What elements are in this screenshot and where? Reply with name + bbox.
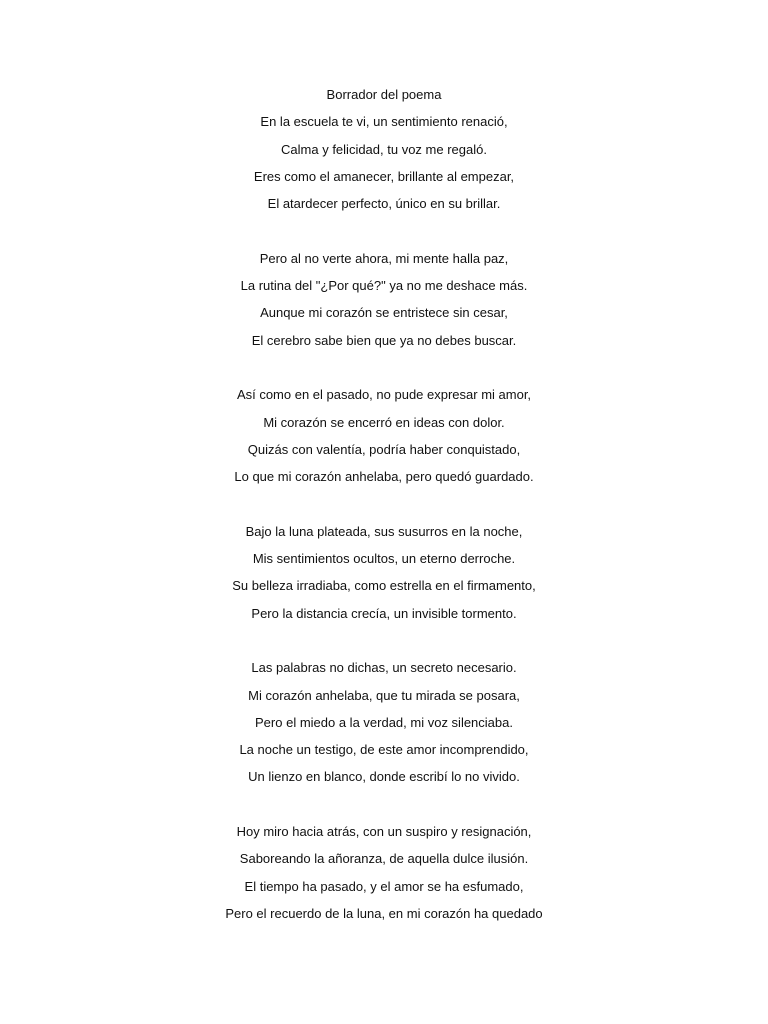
poem-line: Lo que mi corazón anhelaba, pero quedó guardado. <box>234 469 534 485</box>
poem-line: Las palabras no dichas, un secreto necesario. <box>251 660 517 676</box>
poem-line: Pero al no verte ahora, mi mente halla paz, <box>259 250 509 266</box>
poem-page <box>0 85 768 931</box>
stanza-5 <box>0 658 768 794</box>
poem-line: El tiempo ha pasado, y el amor se ha esfumado, <box>244 878 524 894</box>
poem-line: Calma y felicidad, tu voz me regaló. <box>281 141 487 157</box>
stanza-2 <box>0 249 768 358</box>
poem-line: Pero el miedo a la verdad, mi voz silenciaba. <box>255 714 513 730</box>
poem-line: El atardecer perfecto, único en su brillar. <box>267 196 501 212</box>
stanza-4 <box>0 522 768 631</box>
poem-line: Mi corazón anhelaba, que tu mirada se posara, <box>248 687 520 703</box>
poem-line: Aunque mi corazón se entristece sin cesar, <box>260 305 508 321</box>
stanza-3 <box>0 385 768 494</box>
poem-line: Quizás con valentía, podría haber conquistado, <box>247 441 521 457</box>
stanza-break <box>0 795 768 822</box>
poem-line: Mis sentimientos ocultos, un eterno derroche. <box>252 551 516 567</box>
poem-line: El cerebro sabe bien que ya no debes buscar. <box>251 332 517 348</box>
poem-line: La rutina del "¿Por qué?" ya no me deshace más. <box>240 278 528 294</box>
poem-title: Borrador del poema <box>326 87 442 102</box>
stanza-break <box>0 631 768 658</box>
poem-line: Saboreando la añoranza, de aquella dulce ilusión. <box>239 851 529 867</box>
stanza-break <box>0 358 768 385</box>
poem-line: Un lienzo en blanco, donde escribí lo no vivido. <box>248 769 520 785</box>
poem-line: Pero la distancia crecía, un invisible tormento. <box>251 605 517 621</box>
poem-line: Así como en el pasado, no pude expresar mi amor, <box>236 387 532 403</box>
poem-line: Mi corazón se encerró en ideas con dolor. <box>263 414 505 430</box>
stanza-6 <box>0 822 768 931</box>
stanza-1 <box>0 112 768 221</box>
poem-line: Eres como el amanecer, brillante al empezar, <box>253 168 515 184</box>
poem-line: Pero el recuerdo de la luna, en mi corazón ha quedado <box>225 905 543 921</box>
stanza-break <box>0 494 768 521</box>
poem-line: Su belleza irradiaba, como estrella en el firmamento, <box>232 578 536 594</box>
poem-line: Bajo la luna plateada, sus susurros en la noche, <box>245 523 523 539</box>
poem-line: La noche un testigo, de este amor incomprendido, <box>239 742 529 758</box>
stanza-break <box>0 221 768 248</box>
poem-line: Hoy miro hacia atrás, con un suspiro y resignación, <box>236 824 532 840</box>
poem-line: En la escuela te vi, un sentimiento renació, <box>260 114 508 130</box>
